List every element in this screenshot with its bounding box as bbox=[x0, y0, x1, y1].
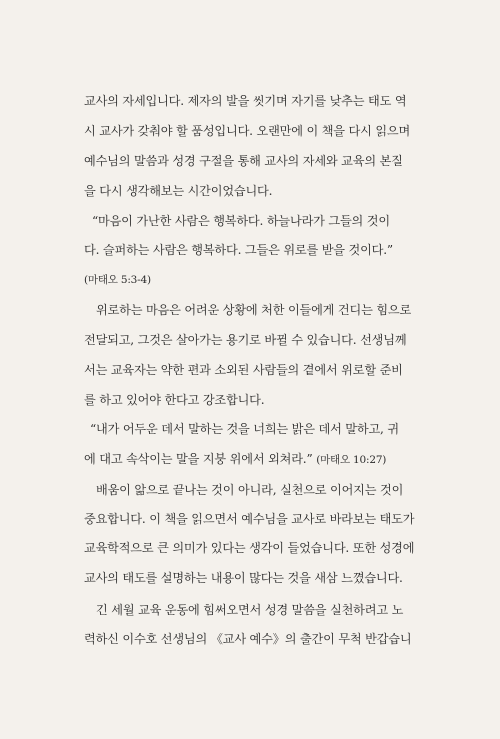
quote-line bbox=[84, 451, 414, 468]
scripture-reference: (마태오 5:3-4) bbox=[84, 274, 151, 286]
text-line: 전달되고, 그것은 살아가는 용기로 바뀔 수 있습니다. 선생님께 bbox=[84, 333, 407, 347]
text-line: 시 교사가 갖춰야 할 품성입니다. 오랜만에 이 책을 다시 읽으며 bbox=[84, 124, 411, 138]
text-line: 서는 교육자는 약한 편과 소외된 사람들의 곁에서 위로할 준비 bbox=[84, 363, 403, 377]
quote-line: “내가 어두운 데서 말하는 것을 너희는 밝은 데서 말하고, 귀 bbox=[90, 422, 399, 436]
text-line: 교육학적으로 큰 의미가 있다는 생각이 들었습니다. 또한 성경에 bbox=[84, 541, 415, 555]
scripture-reference: (마태오 10:27) bbox=[316, 454, 387, 466]
text-line: 를 하고 있어야 한다고 강조합니다. bbox=[84, 393, 265, 407]
text-line: 력하신 이수호 선생님의 《교사 예수》의 출간이 무척 반갑습니 bbox=[84, 632, 412, 646]
text-line: 예수님의 말씀과 성경 구절을 통해 교사의 자세와 교육의 본질 bbox=[84, 154, 403, 168]
quote-line: “마음이 가난한 사람은 행복하다. 하늘나라가 그들의 것이 bbox=[92, 214, 390, 228]
text-line: 긴 세월 교육 운동에 힘써오면서 성경 말씀을 실천하려고 노 bbox=[96, 603, 404, 617]
text-line: 위로하는 마음은 어려운 상황에 처한 이들에게 건디는 힘으로 bbox=[96, 303, 412, 317]
text-line: 교사의 자세입니다. 제자의 발을 씻기며 자기를 낮추는 태도 역 bbox=[84, 94, 407, 108]
text-line: 배움이 앎으로 끝나는 것이 아니라, 실천으로 이어지는 것이 bbox=[96, 483, 404, 497]
quote-line: 다. 슬퍼하는 사람은 행복하다. 그들은 위로를 받을 것이다.” bbox=[84, 243, 393, 257]
quote-text: 에 대고 속삭이는 말을 지붕 위에서 외쳐라.” bbox=[84, 452, 313, 466]
text-line: 중요합니다. 이 책을 읽으면서 예수님을 교사로 바라보는 태도가 bbox=[84, 512, 415, 526]
text-line: 을 다시 생각해보는 시간이었습니다. bbox=[84, 184, 273, 198]
text-line: 교사의 태도를 설명하는 내용이 많다는 것을 새삼 느꼈습니다. bbox=[84, 571, 403, 585]
